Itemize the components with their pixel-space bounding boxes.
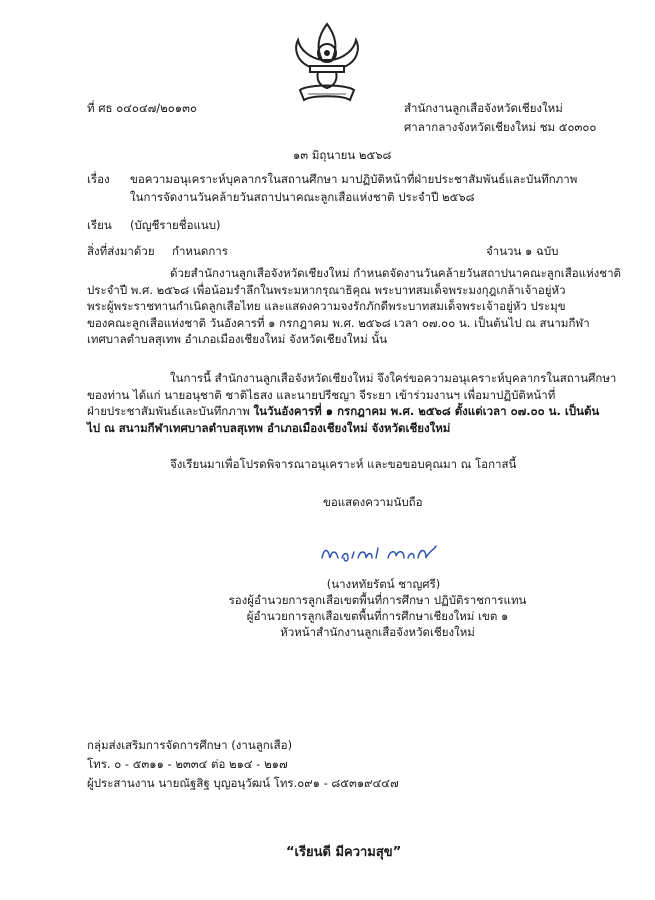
footer-department: กลุ่มส่งเสริมการจัดการศึกษา (งานลูกเสือ)	[87, 738, 293, 752]
subject-line-2: ในการจัดงานวันคล้ายวันสถาปนาคณะลูกเสือแห่งชาติ ประจำปี ๒๕๖๘	[130, 190, 475, 204]
paragraph-line: ของท่าน ได้แก่ นายอนุชาติ ชาติไธสง และนายปรีชญา จีระยา เข้าร่วมงานฯ เพื่อมาปฏิบัติหน้าที่	[87, 387, 556, 402]
signer-title-2: ผู้อำนวยการลูกเสือเขตพื้นที่การศึกษาเชียงใหม่ เขต ๑	[246, 609, 509, 623]
paragraph-line: จึงเรียนมาเพื่อโปรดพิจารณาอนุเคราะห์ และขอขอบคุณมา ณ โอกาสนี้	[170, 457, 517, 471]
office-address: ศาลากลางจังหวัดเชียงใหม่ ชม ๕๐๓๐๐	[404, 120, 597, 134]
footer-telephone: โทร. ๐ - ๕๓๑๑ - ๒๓๓๔ ต่อ ๒๑๔ - ๒๑๗	[87, 757, 288, 771]
handwritten-signature	[318, 538, 448, 568]
to-value: (บัญชีรายชื่อแนบ)	[130, 218, 221, 232]
attachment-item: กำหนดการ	[172, 244, 228, 258]
signer-name: (นางหทัยรัตน์ ชาญศรี)	[326, 577, 441, 591]
signer-title-3: หัวหน้าสำนักงานลูกเสือจังหวัดเชียงใหม่	[280, 625, 475, 639]
paragraph-line	[87, 403, 600, 420]
attachment-label: สิ่งที่ส่งมาด้วย	[87, 244, 155, 258]
to-label: เรียน	[87, 218, 112, 232]
office-name: สำนักงานลูกเสือจังหวัดเชียงใหม่	[404, 101, 563, 115]
subject-line-1: ขอความอนุเคราะห์บุคลากรในสถานศึกษา มาปฏิบัติหน้าที่ฝ่ายประชาสัมพันธ์และบันทึกภาพ	[130, 172, 578, 186]
signature-block	[200, 576, 555, 640]
attachment-count: จำนวน ๑ ฉบับ	[486, 244, 559, 258]
paragraph-line: ในการนี้ สำนักงานลูกเสือจังหวัดเชียงใหม่ จึงใคร่ขอความอนุเคราะห์บุคลากรในสถานศึกษา	[170, 371, 617, 385]
paragraph-line: พระผู้พระราชทานกำเนิดลูกเสือไทย และแสดงความจงรักภักดีพระบาทสมเด็จพระเจ้าอยู่หัว ประมุข	[87, 299, 566, 313]
event-datetime-bold: ในวันอังคารที่ ๑ กรกฎาคม พ.ศ. ๒๕๖๘ ตั้งแต่เวลา ๐๗.๐๐ น. เป็นต้น	[253, 404, 600, 418]
body-paragraph-3	[87, 456, 568, 473]
paragraph-line: ประจำปี พ.ศ. ๒๕๖๘ เพื่อน้อมรำลึกในพระมหากรุณาธิคุณ พระบาทสมเด็จพระมงกุฎเกล้าเจ้าอยู่หัว	[87, 282, 566, 297]
reference-number: ที่ ศธ ๐๔๐๔๗/๒๐๑๓๐	[87, 101, 197, 115]
paragraph-line: ของคณะลูกเสือแห่งชาติ วันอังคารที่ ๑ กรกฎาคม พ.ศ. ๒๕๖๘ เวลา ๐๗.๐๐ น. เป็นต้นไป ณ สนามกีฬา	[87, 315, 590, 330]
body-paragraph-1	[87, 265, 621, 348]
body-paragraph-2	[87, 370, 617, 436]
paragraph-text: ฝ่ายประชาสัมพันธ์และบันทึกภาพ	[87, 404, 254, 418]
slogan: “เรียนดี มีความสุข”	[286, 845, 402, 860]
subject-label: เรื่อง	[87, 172, 110, 186]
paragraph-line: เทศบาลตำบลสุเทพ อำเภอเมืองเชียงใหม่ จังหวัดเชียงใหม่ นั้น	[87, 332, 388, 346]
event-venue-bold: ไป ณ สนามกีฬาเทศบาลตำบลสุเทพ อำเภอเมืองเชียงใหม่ จังหวัดเชียงใหม่	[87, 420, 451, 435]
document-date: ๑๓ มิถุนายน ๒๕๖๘	[293, 148, 392, 162]
closing-text: ขอแสดงความนับถือ	[323, 495, 423, 509]
paragraph-line: ด้วยสำนักงานลูกเสือจังหวัดเชียงใหม่ กำหนดจัดงานวันคล้ายวันสถาปนาคณะลูกเสือแห่งชาติ	[170, 266, 621, 280]
scout-emblem-icon	[288, 20, 366, 106]
signer-title-1: รองผู้อำนวยการลูกเสือเขตพื้นที่การศึกษา ปฏิบัติราชการแทน	[228, 593, 527, 607]
footer-coordinator: ผู้ประสานงาน นายณัฐสิฐ บุญอนุวัฒน์ โทร.๐๙๑ - ๘๕๓๑๙๔๔๗	[87, 776, 399, 790]
